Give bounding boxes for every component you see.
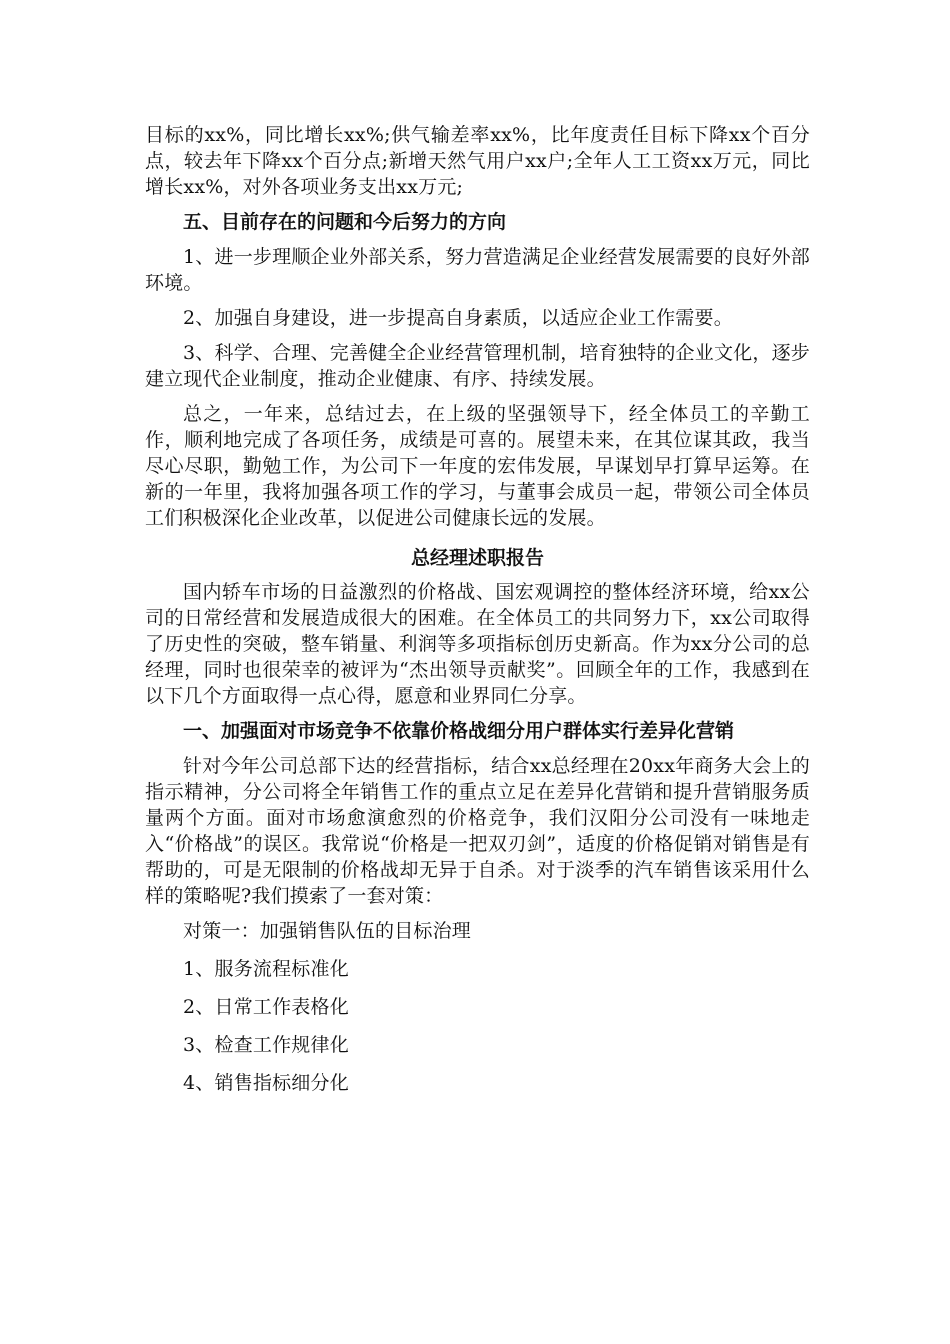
list-item: 2、日常工作表格化 xyxy=(183,996,349,1018)
list-item: 4、销售指标细分化 xyxy=(183,1072,349,1094)
report-title: 总经理述职报告 xyxy=(410,547,544,569)
improvement-item-1: 1、进一步理顺企业外部关系，努力营造满足企业经营发展需要的良好外部环境。 xyxy=(145,246,810,294)
document-page xyxy=(145,122,810,1108)
improvement-item-2: 2、加强自身建设，进一步提高自身素质，以适应企业工作需要。 xyxy=(183,307,733,329)
continuation-paragraph: 目标的xx%，同比增长xx%;供气输差率xx%，比年度责任目标下降xx个百分点，较去年下降xx个百分点;新增天然气用户xx户;全年人工工资xx万元，同比增长xx%，对外各项业务支出xx万元; xyxy=(145,124,810,198)
section-one-body: 针对今年公司总部下达的经营指标，结合xx总经理在20xx年商务大会上的指示精神，分公司将全年销售工作的重点立足在差异化营销和提升营销服务质量两个方面。面对市场愈演愈烈的价格竞争，我们汉阳分公司没有一味地走入“价格战”的误区。我常说“价格是一把双刃剑”，适度的价格促销对销售是有帮助的，可是无限制的价格战却无异于自杀。对于淡季的汽车销售该采用什么样的策略呢?我们摸索了一套对策： xyxy=(145,755,810,907)
summary-paragraph: 总之，一年来，总结过去，在上级的坚强领导下，经全体员工的辛勤工作，顺利地完成了各项任务，成绩是可喜的。展望未来，在其位谋其政，我当尽心尽职，勤勉工作，为公司下一年度的宏伟发展，早谋划早打算早运筹。在新的一年里，我将加强各项工作的学习，与董事会成员一起，带领公司全体员工们积极深化企业改革，以促进公司健康长远的发展。 xyxy=(145,403,810,529)
list-item: 1、服务流程标准化 xyxy=(183,958,349,980)
intro-paragraph: 国内轿车市场的日益激烈的价格战、国宏观调控的整体经济环境，给xx公司的日常经营和发展造成很大的困难。在全体员工的共同努力下，xx公司取得了历史性的突破，整车销量、利润等多项指标创历史新高。作为xx分公司的总经理，同时也很荣幸的被评为“杰出领导贡献奖”。回顾全年的工作，我感到在以下几个方面取得一点心得，愿意和业界同仁分享。 xyxy=(145,581,810,707)
improvement-item-3: 3、科学、合理、完善健全企业经营管理机制，培育独特的企业文化，逐步建立现代企业制度，推动企业健康、有序、持续发展。 xyxy=(145,342,810,390)
strategy-one: 对策一：加强销售队伍的目标治理 xyxy=(183,920,472,942)
section-one-heading: 一、加强面对市场竞争不依靠价格战细分用户群体实行差异化营销 xyxy=(183,720,735,742)
list-item: 3、检查工作规律化 xyxy=(183,1034,349,1056)
section-five-heading: 五、目前存在的问题和今后努力的方向 xyxy=(183,211,507,233)
